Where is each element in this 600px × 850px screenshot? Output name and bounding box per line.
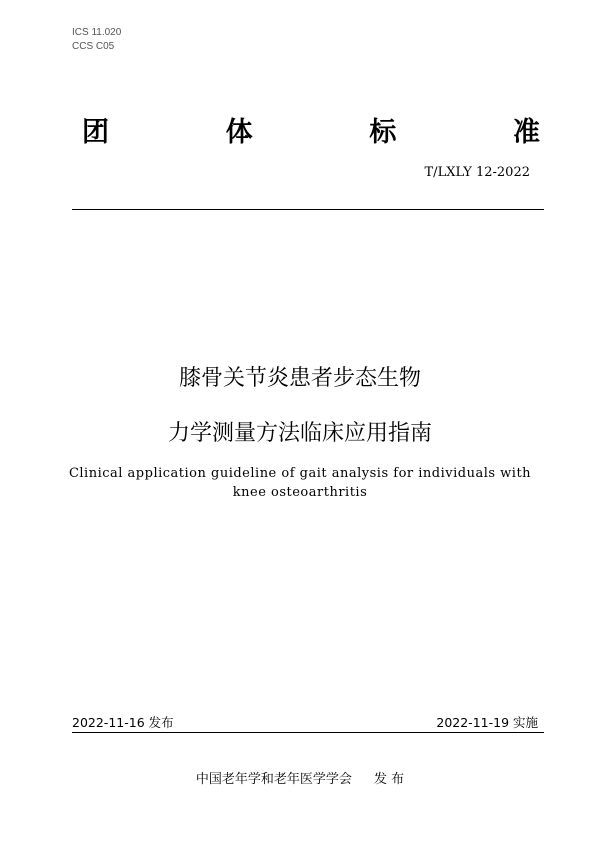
standard-type-char: 标 [369, 117, 399, 148]
standard-type-char: 团 [82, 117, 111, 148]
standard-type-char: 体 [225, 117, 255, 148]
publisher-line [0, 768, 600, 787]
publisher-name: 中国老年学和老年医学学会 [195, 772, 352, 787]
standard-number: T/LXLY 12-2022 [424, 165, 530, 180]
implementation-date: 2022-11-19 实施 [436, 715, 538, 730]
standard-type-heading [82, 110, 542, 149]
top-divider [72, 209, 544, 210]
publisher-action: 发 布 [373, 772, 405, 787]
english-title: Clinical application guideline of gait analysis for individuals with knee osteoarthritis [68, 466, 532, 500]
publish-date: 2022-11-16 发布 [72, 715, 174, 730]
standard-type-char: 准 [512, 117, 542, 148]
chinese-title-line-1: 膝骨关节炎患者步态生物 [178, 366, 421, 391]
bottom-divider [72, 732, 544, 733]
classification-codes [72, 26, 121, 54]
chinese-title-line-2: 力学测量方法临床应用指南 [167, 421, 432, 446]
ccs-code: CCS C05 [72, 41, 115, 52]
ics-code: ICS 11.020 [72, 27, 122, 38]
